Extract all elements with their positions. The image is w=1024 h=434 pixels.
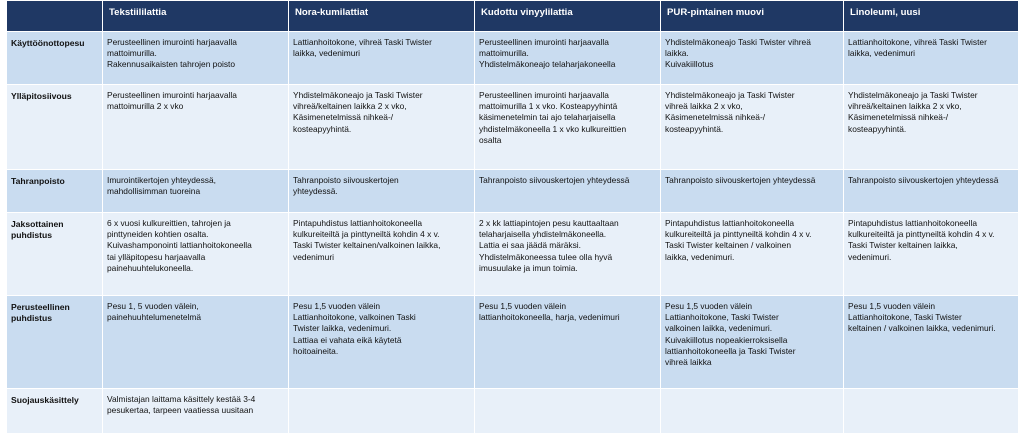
cell-text-line: laikka, vedenimuri xyxy=(848,48,916,59)
table-cell xyxy=(289,32,475,85)
cell-text-line: mattoimurilla. xyxy=(107,48,157,59)
cell-text-line: Rakennusaikaisten tahrojen poisto xyxy=(107,59,236,70)
cell-text-line: Lattianhoitokone, Taski Twister xyxy=(848,312,962,323)
table-cell xyxy=(103,32,289,85)
header-pur-pintainen-muovi: PUR-pintainen muovi xyxy=(661,1,844,32)
table-cell xyxy=(661,85,844,170)
table-cell xyxy=(475,32,661,85)
table-cell xyxy=(289,85,475,170)
cell-text-line: kulkureiteiltä ja pinttyneiltä kohdin 4 x v. xyxy=(848,229,995,240)
table-row xyxy=(7,32,1019,85)
header-linoleumi-uusi: Linoleumi, uusi xyxy=(844,1,1019,32)
cell-text-line: Yhdistelmäkoneajo ja Taski Twister xyxy=(293,90,423,100)
cell-text-line: Lattia ei saa jäädä märäksi. xyxy=(479,240,581,251)
cell-text-line: Yhdistelmäkoneajo Taski Twister vihreä xyxy=(665,37,811,47)
cell-text-line: Pesu 1,5 vuoden välein xyxy=(479,301,567,311)
cell-text-line: Tahranpoisto siivouskertojen yhteydessä xyxy=(665,175,816,185)
cell-text-line: osalta xyxy=(479,134,502,145)
cell-text-line: vihreä laikka 2 x vko, xyxy=(665,101,743,112)
cell-text-line: Kuivakiillotus nopeakierroksisella xyxy=(665,334,788,345)
cell-text-line: käsimenetelmin tai ajo telaharjaisella xyxy=(479,112,616,123)
row-label: Tahranpoisto xyxy=(7,170,103,213)
table-row xyxy=(7,85,1019,170)
cell-text-line: Pintapuhdistus lattianhoitokoneella xyxy=(848,218,977,228)
table-cell xyxy=(844,296,1019,389)
cell-text-line: mattoimurilla 2 x vko xyxy=(107,101,184,112)
table-row xyxy=(7,170,1019,213)
table-cell xyxy=(844,32,1019,85)
table-cell xyxy=(475,296,661,389)
cell-text-line: yhteydessä. xyxy=(293,186,338,197)
cell-text-line: kulkureiteiltä ja pinttyneiltä kohdin 4 x v. xyxy=(665,229,812,240)
cell-text-line: Tahranpoisto siivouskertojen yhteydessä xyxy=(848,175,999,185)
cell-text-line: laikka. xyxy=(665,48,689,59)
cell-text-line: Lattiaa ei vahata eikä käytetä xyxy=(293,334,402,345)
table-cell xyxy=(475,85,661,170)
cell-text-line: Käsimenetelmissä nihkeä-/ xyxy=(665,112,766,123)
cell-text-line: kosteapyyhintä. xyxy=(848,123,907,134)
cell-text-line: Imurointikertojen yhteydessä, xyxy=(107,175,216,185)
cell-text-line: hoitoaineita. xyxy=(293,345,339,356)
header-corner xyxy=(7,1,103,32)
cell-text-line: Lattianhoitokone, Taski Twister xyxy=(665,312,779,323)
cell-text-line: vihreä laikka xyxy=(665,357,712,368)
cell-text-line: lattianhoitokoneella ja Taski Twister xyxy=(665,345,796,356)
cell-text-line: mattoimurilla. xyxy=(479,48,529,59)
row-label: Suojauskäsittely xyxy=(7,389,103,434)
row-label: Käyttöönottopesu xyxy=(7,32,103,85)
table-cell xyxy=(661,389,844,434)
cell-text-line: Pintapuhdistus lattianhoitokoneella xyxy=(293,218,422,228)
cell-text-line: painehuuhtelukoneella. xyxy=(107,262,194,273)
cell-text-line: Taski Twister keltainen/valkoinen laikka, xyxy=(293,240,441,251)
header-kudottu-vinyylilattia: Kudottu vinyylilattia xyxy=(475,1,661,32)
row-label: Ylläpitosiivous xyxy=(7,85,103,170)
table-row xyxy=(7,213,1019,296)
cell-text-line: Perusteellinen imurointi harjaavalla xyxy=(107,37,237,47)
cell-text-line: pesukertaa, tarpeen vaatiessa uusitaan xyxy=(107,405,254,416)
table-cell xyxy=(103,389,289,434)
cell-text-line: kosteapyyhintä. xyxy=(293,123,352,134)
cell-text-line: tai ylläpitopesu harjaavalla xyxy=(107,251,206,262)
cell-text-line: Twister laikka, vedenimuri. xyxy=(293,323,392,334)
table-cell xyxy=(289,170,475,213)
cell-text-line: lattianhoitokoneella, harja, vedenimuri xyxy=(479,312,620,323)
cell-text-line: Valmistajan laittama käsittely kestää 3-4 xyxy=(107,394,256,404)
cell-text-line: vedenimuri xyxy=(293,251,334,262)
cell-text-line: laikka, vedenimuri. xyxy=(665,251,735,262)
header-tekstiililattia: Tekstiililattia xyxy=(103,1,289,32)
cell-text-line: Perusteellinen imurointi harjaavalla xyxy=(107,90,237,100)
cell-text-line: Perusteellinen imurointi harjaavalla xyxy=(479,90,609,100)
cell-text-line: Käsimenetelmissä nihkeä-/ xyxy=(848,112,949,123)
cell-text-line: Pintapuhdistus lattianhoitokoneella xyxy=(665,218,794,228)
cell-text-line: Käsimenetelmissä nihkeä-/ xyxy=(293,112,394,123)
cell-text-line: Kuivashamponointi lattianhoitokoneella xyxy=(107,240,252,251)
cell-text-line: keltainen / valkoinen laikka, vedenimuri. xyxy=(848,323,996,334)
cell-text-line: Yhdistelmäkoneajo ja Taski Twister xyxy=(665,90,795,100)
row-label: Jaksottainen puhdistus xyxy=(7,213,103,296)
table-row xyxy=(7,389,1019,434)
row-label: Perusteellinen puhdistus xyxy=(7,296,103,389)
table-row xyxy=(7,296,1019,389)
cell-text-line: Tahranpoisto siivouskertojen yhteydessä xyxy=(479,175,630,185)
cell-text-line: Kuivakiillotus xyxy=(665,59,714,70)
cell-text-line: laikka, vedenimuri xyxy=(293,48,361,59)
cell-text-line: yhdistelmäkoneella 1 x vko kulkureittien xyxy=(479,123,627,134)
table-cell xyxy=(844,170,1019,213)
cell-text-line: 6 x vuosi kulkureittien, tahrojen ja xyxy=(107,218,231,228)
cell-text-line: Pesu 1,5 vuoden välein xyxy=(665,301,753,311)
table-cell xyxy=(103,170,289,213)
table-cell xyxy=(289,389,475,434)
cell-text-line: imusuulake ja imun toimia. xyxy=(479,262,578,273)
cell-text-line: painehuuhtelumenetelmä xyxy=(107,312,202,323)
table-cell xyxy=(475,170,661,213)
table-cell xyxy=(661,213,844,296)
cell-text-line: pinttyneiden kohtien osalta. xyxy=(107,229,209,240)
table-cell xyxy=(103,85,289,170)
cell-text-line: Lattianhoitokone, valkoinen Taski xyxy=(293,312,416,323)
table-cell xyxy=(661,296,844,389)
table-cell xyxy=(475,389,661,434)
table-cell xyxy=(844,213,1019,296)
cell-text-line: mahdollisimman tuoreina xyxy=(107,186,201,197)
cell-text-line: Pesu 1, 5 vuoden välein, xyxy=(107,301,199,311)
cell-text-line: 2 x kk lattiapintojen pesu kauttaaltaan xyxy=(479,218,619,228)
cell-text-line: Perusteellinen imurointi harjaavalla xyxy=(479,37,609,47)
cell-text-line: Yhdistelmäkoneessa tulee olla hyvä xyxy=(479,251,613,262)
table-cell xyxy=(289,296,475,389)
cell-text-line: Lattianhoitokone, vihreä Taski Twister xyxy=(293,37,432,47)
cell-text-line: vihreä/keltainen laikka 2 x vko, xyxy=(293,101,407,112)
table-cell xyxy=(661,32,844,85)
cell-text-line: vedenimuri. xyxy=(848,251,892,262)
floor-care-table xyxy=(6,0,1019,434)
cell-text-line: Pesu 1,5 vuoden välein xyxy=(293,301,381,311)
cell-text-line: Pesu 1,5 vuoden välein xyxy=(848,301,936,311)
cell-text-line: Yhdistelmäkoneajo ja Taski Twister xyxy=(848,90,978,100)
cell-text-line: kosteapyyhintä. xyxy=(665,123,724,134)
cell-text-line: Taski Twister keltainen laikka, xyxy=(848,240,958,251)
table-cell xyxy=(844,85,1019,170)
table-cell xyxy=(103,296,289,389)
cell-text-line: Tahranpoisto siivouskertojen xyxy=(293,175,399,185)
header-row xyxy=(7,1,1019,32)
cell-text-line: telaharjaisella yhdistelmäkoneella. xyxy=(479,229,607,240)
table-cell xyxy=(475,213,661,296)
table-cell xyxy=(103,213,289,296)
cell-text-line: Taski Twister keltainen / valkoinen xyxy=(665,240,791,251)
cell-text-line: vihreä/keltainen laikka 2 x vko, xyxy=(848,101,962,112)
cell-text-line: Lattianhoitokone, vihreä Taski Twister xyxy=(848,37,987,47)
cell-text-line: kulkureiteiltä ja pinttyneiltä kohdin 4 x v. xyxy=(293,229,440,240)
table-cell xyxy=(661,170,844,213)
header-nora-kumilattiat: Nora-kumilattiat xyxy=(289,1,475,32)
cell-text-line: mattoimurilla 1 x vko. Kosteapyyhintä xyxy=(479,101,618,112)
table-cell xyxy=(289,213,475,296)
cell-text-line: valkoinen laikka, vedenimuri. xyxy=(665,323,773,334)
table-cell xyxy=(844,389,1019,434)
cell-text-line: Yhdistelmäkoneajo telaharjakoneella xyxy=(479,59,616,70)
